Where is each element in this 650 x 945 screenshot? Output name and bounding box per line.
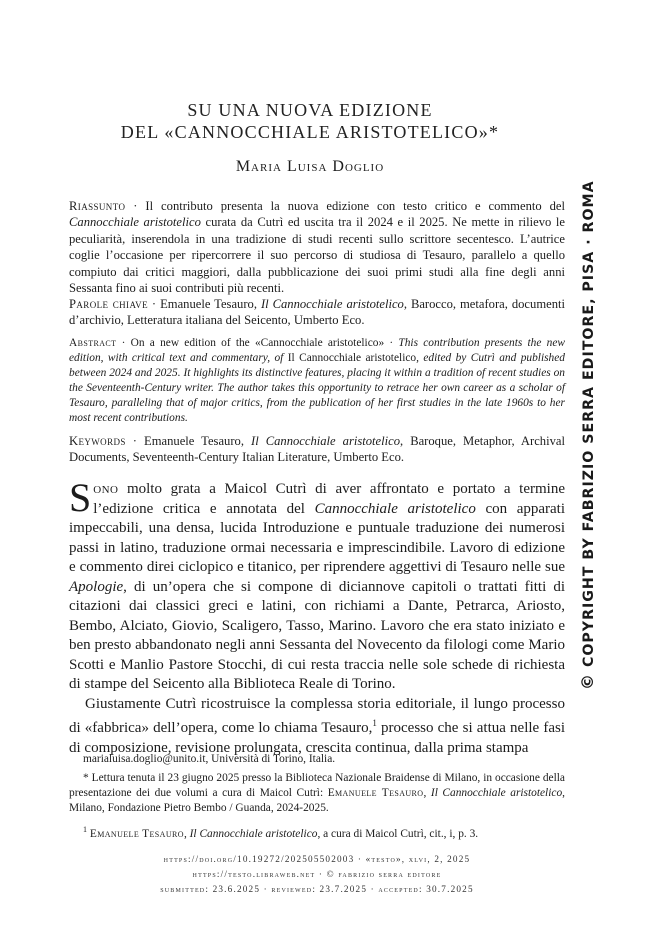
riassunto-title-italic: Cannocchiale aristotelico (69, 215, 201, 230)
body-p1-text-b: con apparati impeccabili, una densa, lucida Introduzione e puntuale traduzione dei numerosi passi in latino, traduzione ormai necessaria e imprescindibile. Lavoro di edizione e commento direi ciclopico e titanico, per riprendere aggettivi di Tesauro nelle sue (69, 500, 566, 575)
parole-chiave-label: Parole chiave (69, 297, 148, 311)
abstract-book-title: Il Cannocchiale aristotelico (287, 352, 417, 364)
author-email-affiliation: marialuisa.doglio@unito.it, Università di Torino, Italia. (83, 753, 336, 765)
footer-doi-line[interactable]: https://doi.org/10.19272/202505502003 · «testo», xlvi, 2, 2025 (163, 854, 471, 864)
footnote-email (69, 752, 565, 767)
parole-chiave-text: Emanuele Tesauro, (160, 297, 261, 311)
article-title-line-1: SU UNA NUOVA EDIZIONE (187, 100, 433, 120)
footnote-star-comma: , (423, 787, 431, 799)
abstract-text-italic-cont: , edited by Cutrì and published between 2024 and 2025. It highlights its distinctive features, placing it within a tradition of recent studies on the Seventeenth-Century writer. The author takes this opportunity to retrace her own career as a scholar of Tesauro, paralleling that of major critics, from the publication of her first studies in the late 1960s to her most recent contributions. (69, 352, 565, 424)
copyright-symbol: © (578, 673, 597, 690)
riassunto-text: Il contributo presenta la nuova edizione con testo critico e commento del (145, 199, 565, 213)
body-p1-text-c: , di un’opera che si compone di diciannove capitoli o trattati fitti di citazioni dai classici greci e latini, con richiami a Dante, Petrarca, Ariosto, Bembo, Alciato, Giovio, Scaligero, Tasso, Marino. Lavoro che era stato iniziato e ben presto abbandonato negli anni Sessanta del Novecento da filologi come Mario Scotti e Manlio Pastore Stocchi, di cui resta traccia nelle sole schede di richiesta di stampe del Seicento alla Biblioteca Reale di Torino. (69, 578, 565, 692)
parole-chiave-text-cont: , Barocco, metafora, documenti d’archivio, Letteratura italiana del Seicento, Umberto Eco. (69, 297, 565, 328)
footnote-1-number: 1 (83, 825, 87, 834)
footnote-reference-1[interactable]: 1 (372, 718, 377, 728)
footnote-star-text: * Lettura tenuta il 23 giugno 2025 presso la Biblioteca Nazionale Braidense di Milano, in occasione della presentazione dei due volumi a cura di Maicol Cutrì: (69, 772, 565, 799)
abstract-label: Abstract (69, 337, 117, 349)
body-paragraph-1 (69, 475, 566, 695)
footnote-star-author: Emanuele Tesauro (327, 787, 424, 799)
opening-word-smallcaps: ono (93, 481, 119, 497)
abstract-separator: · (116, 337, 131, 349)
body-paragraph-2 (69, 695, 565, 759)
footnote-1-author: Emanuele Tesauro (89, 827, 184, 840)
parole-chiave-separator: · (147, 297, 161, 311)
keywords-text-cont: , Baroque, Metaphor, Archival Documents, Seventeenth-Century Italian Literature, Umberto Eco. (69, 434, 565, 465)
footnote-1 (69, 822, 565, 842)
footnote-1-title: Il Cannocchiale aristotelico (189, 827, 318, 840)
body-p1-italic-apologie: Apologie (69, 578, 124, 595)
body-p1-italic-title: Cannocchiale aristotelico (314, 500, 476, 517)
keywords-paragraph (69, 433, 565, 466)
main-body-text (69, 475, 566, 758)
footnote-1-comma: , (183, 827, 190, 840)
riassunto-label: Riassunto (69, 199, 126, 213)
copyright-text: COPYRIGHT BY FABRIZIO SERRA EDITORE, PISA · ROMA (581, 180, 597, 673)
keywords-title-italic: Il Cannocchiale aristotelico (251, 434, 401, 448)
abstract-english-title: On a new edition of the «Cannocchiale aristotelico» · (130, 337, 399, 349)
keywords-label: Keywords (69, 434, 126, 448)
body-p2-text-b: processo che si attua nelle fasi di composizione, revisione prolungata, crescita continua, dalla prima stampa (69, 720, 565, 756)
riassunto-text-cont: curata da Cutrì ed uscita tra il 2024 e il 2025. Ne mette in rilievo le peculiarità, inserendola in una tradizione di studi recenti sullo scrittore secentesco. L’autrice coglie l’occasione per ripercorrere il suo percorso di studiosa di Tesauro, parallelo a quello compiuto dai critici maggiori, dalla pubblicazione dei suoi primi studi alla fine degli anni Sessanta fino ai suoi contributi più recenti. (69, 215, 566, 296)
parole-chiave-title-italic: Il Cannocchiale aristotelico (260, 297, 404, 311)
footnote-1-text: , a cura di Maicol Cutrì, cit., i, p. 3. (317, 827, 479, 840)
article-title-line-2: DEL «CANNOCCHIALE ARISTOTELICO»* (120, 122, 500, 142)
drop-cap: S (69, 475, 92, 520)
keywords-separator: · (125, 434, 145, 448)
footer-dates-line: submitted: 23.6.2025 · reviewed: 23.7.2025 · accepted: 30.7.2025 (160, 884, 474, 894)
riassunto-separator: · (125, 199, 146, 213)
abstract-text-italic: This contribution presents the new edition, with critical text and commentary, of (69, 337, 565, 364)
footnote-star-text-cont: , Milano, Fondazione Pietro Bembo / Guanda, 2024-2025. (69, 787, 566, 814)
body-p2-text-a: Giustamente Cutrì ricostruisce la complessa storia editoriale, il lungo processo di «fabbrica» dell’opera, come lo chiama Tesauro, (69, 695, 565, 736)
body-p1-text-a: molto grata a Maicol Cutrì di aver affrontato e portato a termine l’edizione critica e annotata del (93, 481, 565, 517)
footnote-star-title: Il Cannocchiale aristotelico (430, 787, 563, 799)
footer-website-line[interactable]: https://testo.libraweb.net · © fabrizio serra editore (192, 869, 442, 879)
footnote-star (69, 771, 565, 816)
author-name: Maria Luisa Doglio (235, 158, 385, 175)
parole-chiave-paragraph (69, 296, 565, 329)
abstract-paragraph (69, 336, 565, 426)
keywords-text: Emanuele Tesauro, (144, 434, 251, 448)
riassunto-paragraph (69, 198, 565, 296)
copyright-vertical-banner (575, 180, 601, 690)
